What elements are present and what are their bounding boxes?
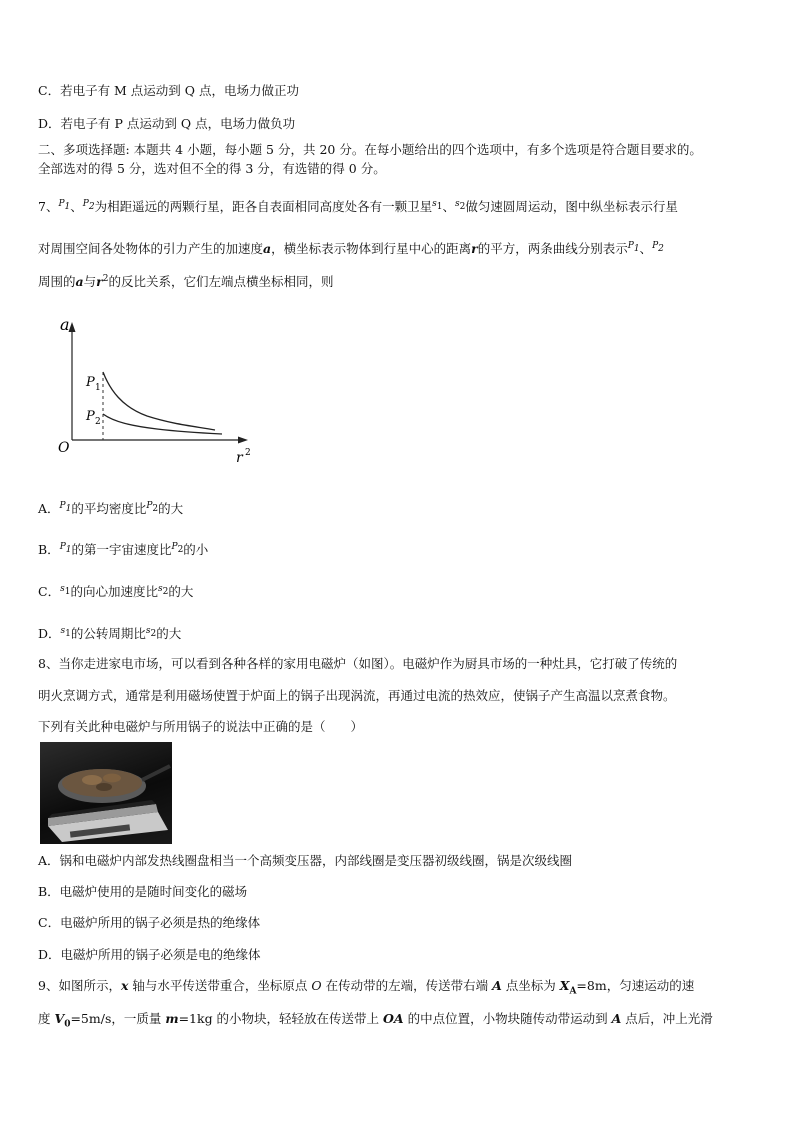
induction-cooker-photo [40, 742, 172, 844]
q8-option-a: A．锅和电磁炉内部发热线圈盘相当一个高频变压器，内部线圈是变压器初级线圈，锅是次级线圈 [38, 853, 573, 868]
v-symbol: V [54, 1011, 65, 1026]
graph-p1-label: P [86, 375, 95, 390]
graph-p2-label: P [86, 409, 95, 424]
m-symbol: m [165, 1011, 179, 1026]
s2-symbol: s [157, 584, 163, 594]
option-text: 的公转周期比 [70, 626, 146, 642]
q8-option-b: B．电磁炉使用的是随时间变化的磁场 [38, 884, 248, 899]
q7-option-b [38, 538, 208, 559]
q9-text: =8m，匀速运动的速 [576, 978, 695, 993]
a-point: A [611, 1011, 622, 1026]
a-point: A [492, 978, 502, 993]
q7-option-c [38, 580, 193, 601]
q9-text: 的中点位置，小物块随传动带运动到 [403, 1011, 612, 1026]
q7-text3c: 的反比关系，它们左端点横坐标相同，则 [108, 274, 334, 290]
r-symbol: r [96, 274, 103, 290]
exponent: 2 [102, 274, 109, 284]
option-text: 的大 [158, 501, 184, 517]
curve-p2 [103, 414, 222, 434]
option-letter: B． [38, 542, 60, 558]
p2-symbol: P [652, 241, 659, 251]
graph-origin: O [58, 440, 70, 456]
food-chunk [96, 783, 112, 791]
r-symbol: r [471, 241, 478, 257]
q9-text: 轴与水平传送带重合，坐标原点 [128, 978, 312, 993]
graph-p2-sub: 2 [95, 417, 101, 427]
y-axis-arrow [69, 322, 76, 332]
food [62, 769, 142, 797]
s2-symbol: s [145, 626, 151, 636]
option-text: 的大 [156, 626, 182, 642]
a-symbol: a [75, 274, 84, 290]
cooker-illustration [40, 742, 172, 844]
graph-x-label: r [236, 450, 243, 466]
option-text: 的平均密度比 [71, 501, 147, 517]
x-symbol: x [120, 978, 129, 993]
q6-option-d: D．若电子有 P 点运动到 Q 点，电场力做负功 [38, 116, 296, 131]
q9-text: =5m/s，一质量 [70, 1011, 166, 1026]
option-letter: C． [38, 584, 61, 600]
q9-text: 点坐标为 [501, 978, 560, 993]
option-letter: D． [38, 626, 61, 642]
q9-text: 点后，冲上光滑 [621, 1011, 713, 1026]
pan-handle [142, 766, 170, 780]
s2-symbol: s [454, 199, 460, 209]
s2-sub: 2 [162, 586, 169, 597]
q8-line2: 明火烹调方式，通常是利用磁场使置于炉面上的锅子出现涡流，再通过电流的热效应，使锅子产生高温以烹煮食物。 [38, 688, 676, 703]
p2-sub: 2 [177, 544, 184, 555]
food-chunk [103, 774, 121, 783]
q7-text3a: 周围的 [38, 274, 76, 290]
s1-sub: 1 [65, 628, 71, 639]
xa-sub: A [569, 986, 577, 997]
section2-line2: 全部选对的得 5 分，选对但不全的得 3 分，有选错的得 0 分。 [38, 161, 386, 176]
food-chunk [82, 775, 102, 785]
option-text: 的小 [183, 542, 209, 558]
a-symbol: a [263, 241, 272, 257]
xa-symbol: X [559, 978, 570, 993]
x-axis-arrow [238, 437, 248, 444]
option-text: 的向心加速度比 [70, 584, 158, 600]
separator: 、 [639, 241, 653, 257]
q9-text: 在传动带的左端，传送带右端 [321, 978, 493, 993]
p1-symbol: P [59, 501, 66, 511]
q7-line3 [38, 270, 333, 291]
o-symbol: O [311, 978, 322, 993]
v-sub: 0 [64, 1019, 71, 1030]
q7-option-a [38, 497, 183, 518]
p1-sub: 1 [65, 544, 72, 555]
s1-sub: 1 [436, 201, 443, 212]
option-text: 的第一宇宙速度比 [71, 542, 172, 558]
q8-line3: 下列有关此种电磁炉与所用锅子的说法中正确的是（ ） [38, 719, 364, 734]
q9-line2 [38, 1010, 713, 1034]
p1-sub: 1 [65, 503, 72, 514]
q7-line2 [38, 237, 664, 258]
q8-line1: 8、当你走进家电市场，可以看到各种各样的家用电磁炉（如图）。电磁炉作为厨具市场的一种灶具，它打破了传统的 [38, 656, 678, 671]
q8-option-c: C．电磁炉所用的锅子必须是热的绝缘体 [38, 915, 261, 930]
p2-symbol: P [146, 501, 153, 511]
s1-sub: 1 [64, 586, 71, 597]
s2-sub: 2 [459, 201, 466, 212]
q9-line1 [38, 977, 694, 1001]
p2-sub: 2 [658, 243, 664, 254]
q7-text1a: 为相距遥远的两颗行星，距各自表面相同高度处各有一颗卫星 [94, 199, 433, 215]
p2-symbol: P [171, 542, 178, 552]
q7-text1b: 做匀速圆周运动，图中纵坐标表示行星 [465, 199, 678, 215]
option-text: 的大 [168, 584, 194, 600]
s2-sub: 2 [150, 628, 157, 639]
p2-sub: 2 [88, 201, 95, 212]
separator: 、 [70, 199, 83, 215]
section2-line1: 二、多项选择题: 本题共 4 小题，每小题 5 分，共 20 分。在每小题给出的四个选项中，有多个选项是符合题目要求的。 [38, 142, 702, 157]
q7-line1 [38, 195, 678, 216]
q7-graph [52, 310, 262, 470]
p1-symbol: P [627, 241, 634, 251]
q7-text2a: 对周围空间各处物体的引力产生的加速度 [38, 241, 264, 257]
p1-symbol: P [59, 542, 66, 552]
graph-p1-sub: 1 [95, 383, 101, 393]
p2-symbol: P [82, 199, 89, 209]
q9-text: =1kg 的小物块，轻轻放在传送带上 [178, 1011, 384, 1026]
p1-sub: 1 [64, 201, 71, 212]
p1-symbol: P [58, 199, 65, 209]
q7-option-d [38, 622, 181, 643]
q9-text: 度 [38, 1011, 55, 1026]
separator: 、 [442, 199, 455, 215]
s1-symbol: s [432, 199, 437, 209]
s1-symbol: s [60, 584, 65, 594]
q9-text: 9、如图所示， [38, 978, 121, 993]
q7-text3b: 与 [83, 274, 97, 290]
p2-sub: 2 [152, 503, 159, 514]
option-letter: A． [38, 501, 60, 517]
oa-segment: OA [383, 1011, 404, 1026]
s1-symbol: s [60, 626, 66, 636]
graph-x-exp: 2 [245, 448, 251, 458]
graph-y-label: a [60, 315, 70, 334]
q7-number: 7、 [38, 199, 59, 215]
q8-option-d: D．电磁炉所用的锅子必须是电的绝缘体 [38, 947, 261, 962]
q6-option-c: C．若电子有 M 点运动到 Q 点，电场力做正功 [38, 83, 300, 98]
q7-text2b: ，横坐标表示物体到行星中心的距离 [271, 241, 472, 257]
p1-sub: 1 [633, 243, 640, 254]
q7-text2c: 的平方，两条曲线分别表示 [477, 241, 628, 257]
